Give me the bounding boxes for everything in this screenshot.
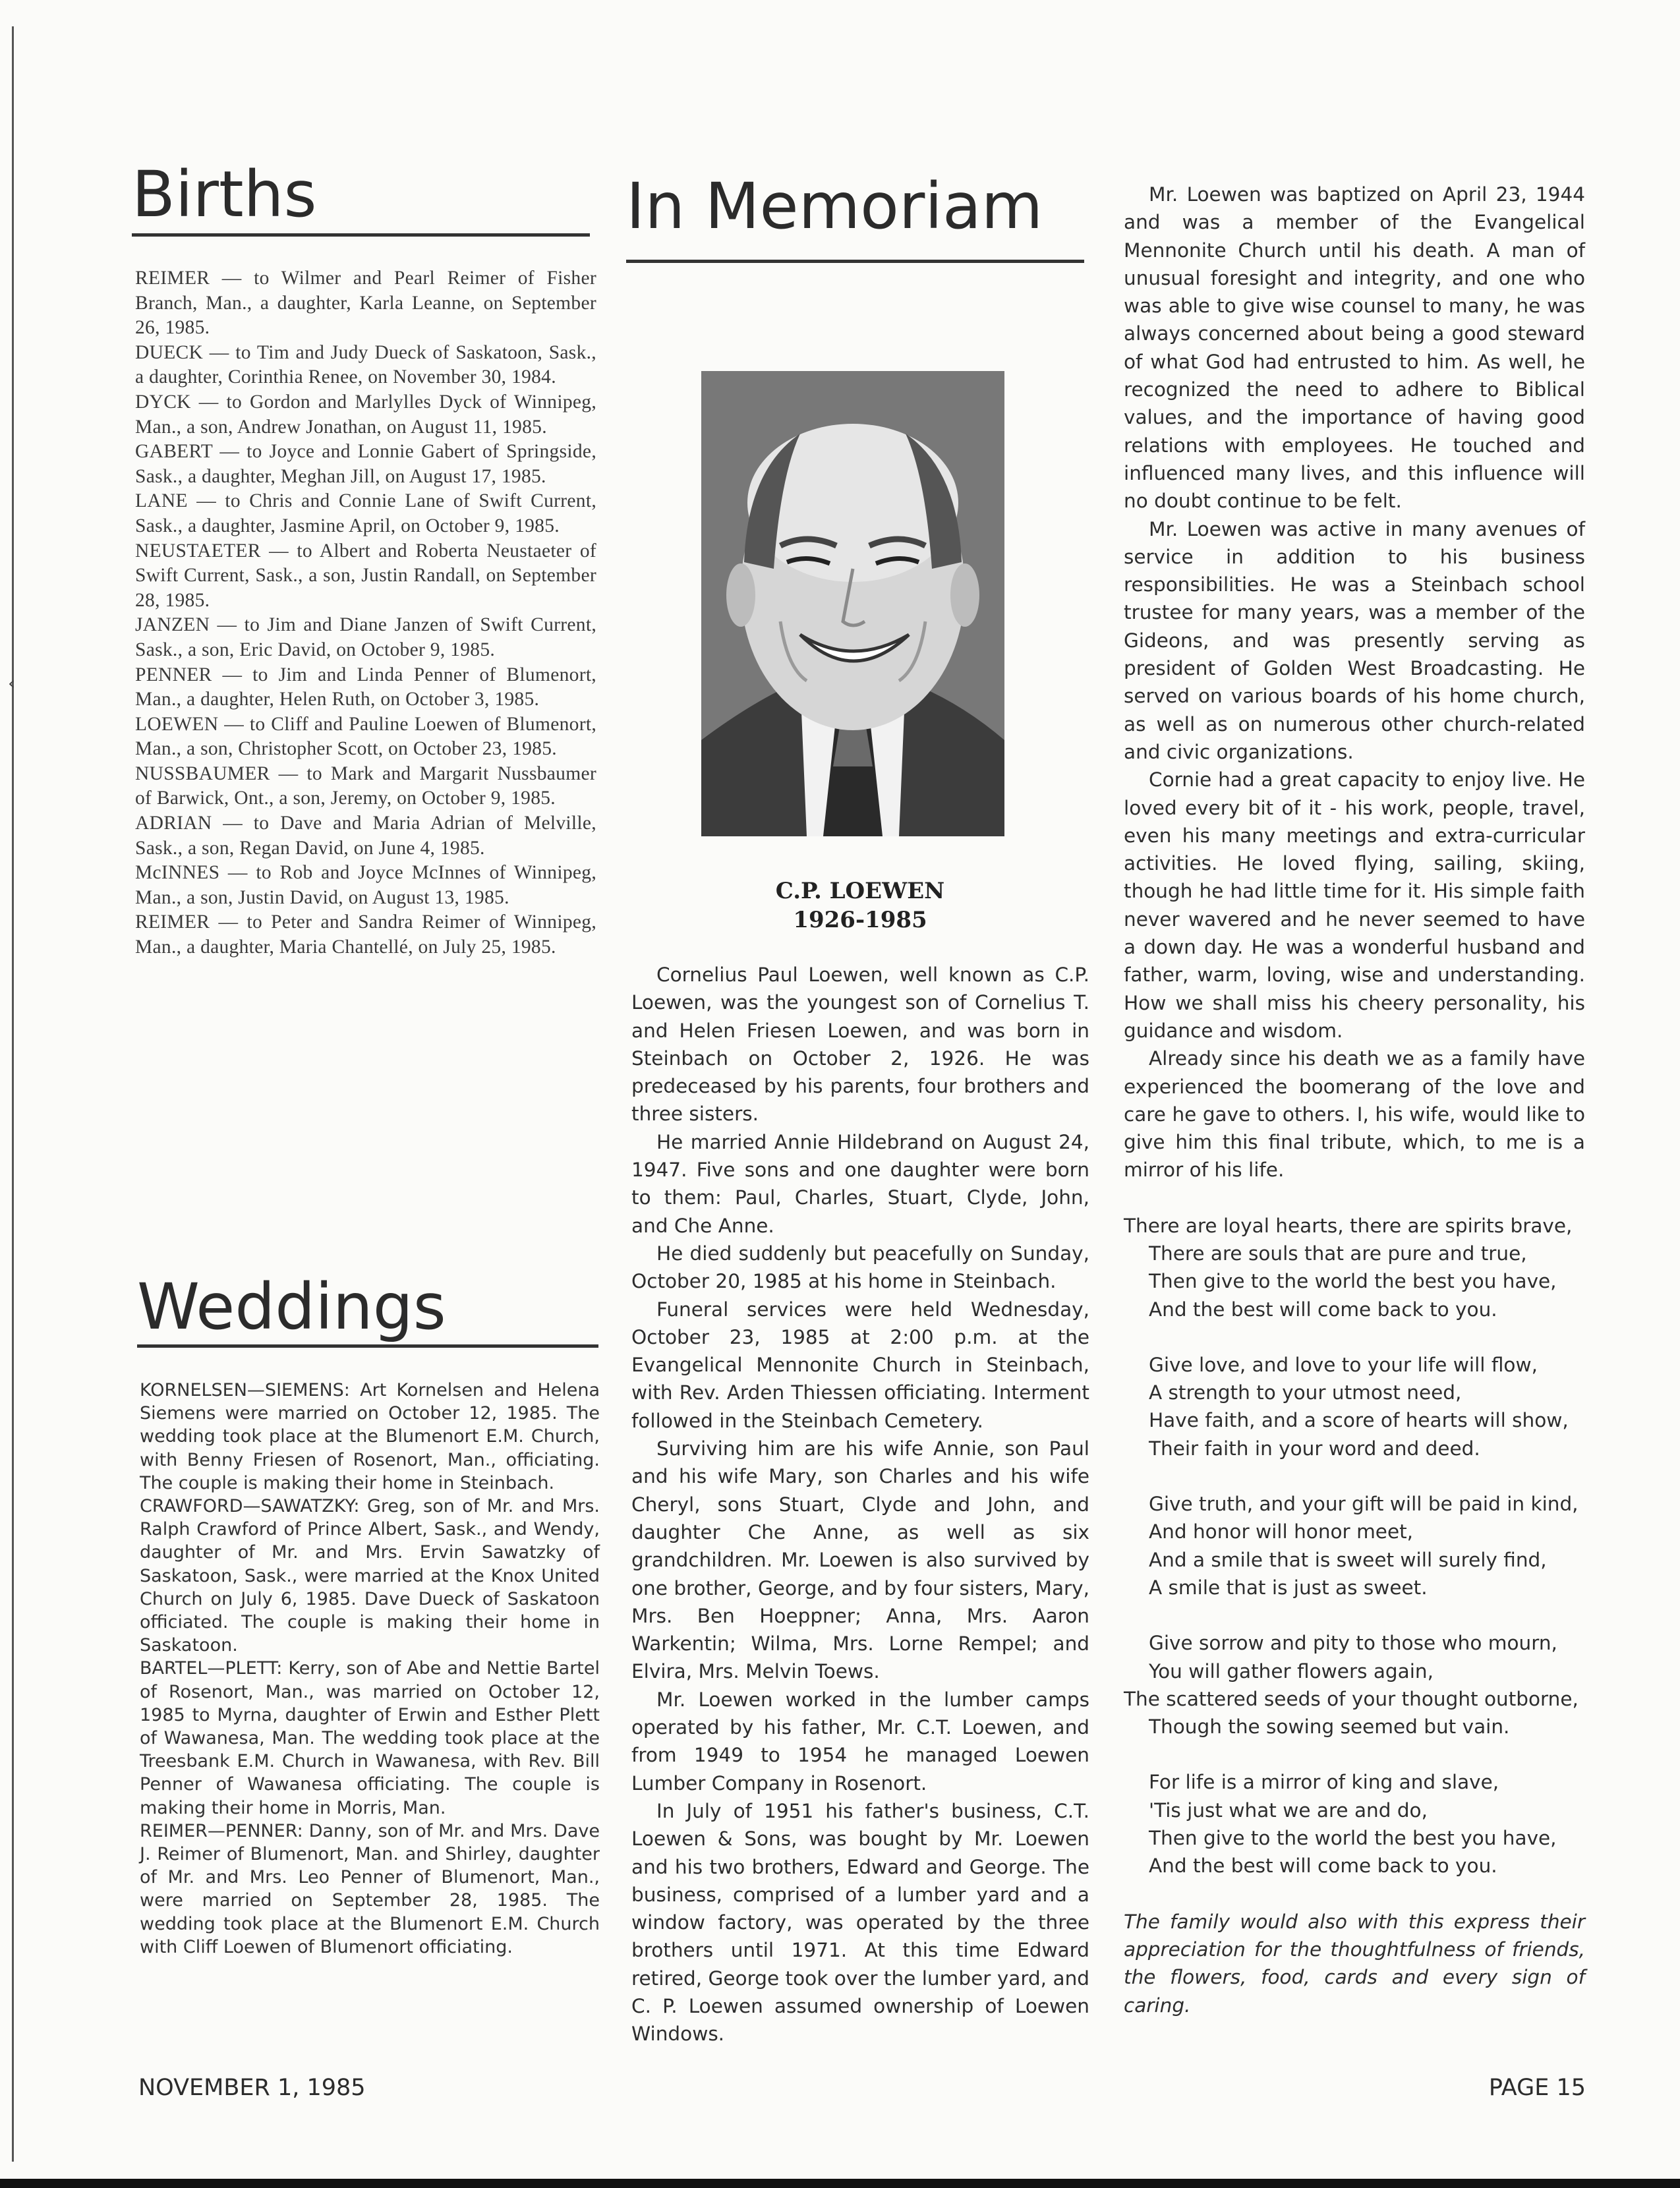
poem-line: Have faith, and a score of hearts will show, bbox=[1149, 1409, 1569, 1432]
page-number: PAGE 15 bbox=[1488, 2075, 1586, 2101]
obituary-paragraph: Cornelius Paul Loewen, well known as C.P. Loewen, was the youngest son of Cornelius T. and Helen Friesen Loewen, and was born in Steinbach on October 2, 1926. He was predeceased by his parents, four brothers and three sisters. bbox=[631, 964, 1089, 1126]
scan-edge bbox=[12, 26, 14, 2162]
poem-line: 'Tis just what we are and do, bbox=[1149, 1799, 1428, 1822]
poem-line: A strength to your utmost need, bbox=[1149, 1381, 1462, 1404]
birth-entry: McINNES — to Rob and Joyce McInnes of Winnipeg, Man., a son, Justin David, on August 13, 1985. bbox=[135, 862, 596, 908]
births-list bbox=[135, 266, 596, 960]
wedding-entry: KORNELSEN—SIEMENS: Art Kornelsen and Helena Siemens were married on October 12, 1985. The wedding took place at the Blumenort E.M. Church, with Benny Friesen of Rosenort, Man., officiating. The couple is making their home in Steinbach. bbox=[140, 1380, 600, 1493]
poem-line: You will gather flowers again, bbox=[1149, 1659, 1434, 1683]
family-closing-note: The family would also with this express their appreciation for the thoughtfulness of friends, the flowers, food, cards and every sign of caring. bbox=[1124, 1910, 1585, 2017]
memoriam-heading: In Memoriam bbox=[626, 169, 1043, 243]
birth-entry: LANE — to Chris and Connie Lane of Swift Current, Sask., a daughter, Jasmine April, on October 9, 1985. bbox=[135, 490, 596, 536]
poem-stanza bbox=[1124, 1212, 1585, 1323]
obituary-paragraph: Surviving him are his wife Annie, son Paul and his wife Mary, son Charles and his wife Cheryl, sons Stuart, Clyde and John, and daughter Che Anne, as well as six grandchildren. Mr. Loewen is also survived by one brother, George, and by four sisters, Mary, Mrs. Ben Hoeppner; Anna, Mrs. Aaron Warkentin; Wilma, Mrs. Lorne Rempel; and Elvira, Mrs. Melvin Toews. bbox=[631, 1437, 1089, 1683]
birth-entry: JANZEN — to Jim and Diane Janzen of Swift Current, Sask., a son, Eric David, on October 9, 1985. bbox=[135, 614, 596, 660]
poem-line: For life is a mirror of king and slave, bbox=[1149, 1771, 1499, 1794]
obituary-paragraph: He married Annie Hildebrand on August 24, 1947. Five sons and one daughter were born to them: Paul, Charles, Stuart, Clyde, John, and Che Anne. bbox=[631, 1130, 1089, 1237]
obituary-paragraph: He died suddenly but peacefully on Sunday, October 20, 1985 at his home in Steinbach. bbox=[631, 1242, 1089, 1293]
birth-entry: ADRIAN — to Dave and Maria Adrian of Melville, Sask., a son, Regan David, on June 4, 1985. bbox=[135, 813, 596, 859]
poem-stanza bbox=[1124, 1351, 1585, 1462]
poem-line: And honor will honor meet, bbox=[1149, 1520, 1414, 1543]
obituary-paragraph: In July of 1951 his father's business, C.T. Loewen & Sons, was bought by Mr. Loewen and his two brothers, Edward and George. The business, comprised of a lumber yard and a window factory, was operated by the three brothers until 1971. At this time Edward retired, George took over the lumber yard, and C. P. Loewen assumed ownership of Loewen Windows. bbox=[631, 1799, 1089, 2046]
obituary-paragraph: Already since his death we as a family have experienced the boomerang of the love and care he gave to others. I, his wife, would like to give him this final tribute, which, to me is a mirror of his life. bbox=[1124, 1047, 1585, 1182]
birth-entry: REIMER — to Wilmer and Pearl Reimer of Fisher Branch, Man., a daughter, Karla Leanne, on September 26, 1985. bbox=[135, 268, 596, 339]
wedding-entry: CRAWFORD—SAWATZKY: Greg, son of Mr. and Mrs. Ralph Crawford of Prince Albert, Sask., and Wendy, daughter of Mr. and Mrs. Ervin Sawatzky of Saskatoon, Sask., were married at the Knox United Church on July 6, 1985. Dave Dueck of Saskatoon officiated. The couple is making their home in Saskatoon. bbox=[140, 1496, 600, 1656]
poem-line: Give love, and love to your life will flow, bbox=[1149, 1353, 1538, 1376]
poem-line: Their faith in your word and deed. bbox=[1149, 1437, 1480, 1460]
poem-line: Give sorrow and pity to those who mourn, bbox=[1149, 1632, 1557, 1655]
memoriam-caption bbox=[659, 877, 1061, 935]
obituary-paragraph: Funeral services were held Wednesday, October 23, 1985 at 2:00 p.m. at the Evangelical Mennonite Church in Steinbach, with Rev. Arden Thiessen officiating. Interment followed in the Steinbach Cemetery. bbox=[631, 1298, 1089, 1432]
poem-line: Then give to the world the best you have, bbox=[1149, 1270, 1557, 1293]
poem-line: And the best will come back to you. bbox=[1149, 1298, 1497, 1321]
birth-entry: REIMER — to Peter and Sandra Reimer of Winnipeg, Man., a daughter, Maria Chantellé, on July 25, 1985. bbox=[135, 911, 596, 958]
birth-entry: LOEWEN — to Cliff and Pauline Loewen of Blumenort, Man., a son, Christopher Scott, on October 23, 1985. bbox=[135, 713, 596, 760]
scan-mark: ‹ bbox=[8, 672, 16, 694]
obituary-paragraph: Mr. Loewen was baptized on April 23, 1944 and was a member of the Evangelical Mennonite Church until his death. A man of unusual foresight and integrity, and one who was able to give wise counsel to many, he was always concerned about being a good steward of what God had entrusted to him. As well, he recognized the need to adhere to Biblical values, and the importance of having good relations with employees. He touched and influenced many lives, and this influence will no doubt continue to be felt. bbox=[1124, 183, 1585, 513]
birth-entry: GABERT — to Joyce and Lonnie Gabert of Springside, Sask., a daughter, Meghan Jill, on August 17, 1985. bbox=[135, 441, 596, 487]
poem-line: Give truth, and your gift will be paid in kind, bbox=[1149, 1493, 1579, 1516]
memoriam-rule bbox=[626, 260, 1084, 263]
poem-line: The scattered seeds of your thought outborne, bbox=[1124, 1687, 1579, 1710]
obituary-paragraph: Mr. Loewen worked in the lumber camps operated by his father, Mr. C.T. Loewen, and from 1949 to 1954 he managed Loewen Lumber Company in Rosenort. bbox=[631, 1688, 1089, 1795]
wedding-entry: BARTEL—PLETT: Kerry, son of Abe and Nettie Bartel of Rosenort, Man., was married on October 12, 1985 to Myrna, daughter of Erwin and Esther Plett of Wawanesa, Man. The wedding took place at the Treesbank E.M. Church in Wawanesa, with Rev. Bill Penner of Wawanesa officiating. The couple is making their home in Morris, Man. bbox=[140, 1658, 600, 1818]
birth-entry: PENNER — to Jim and Linda Penner of Blumenort, Man., a daughter, Helen Ruth, on October 3, 1985. bbox=[135, 664, 596, 710]
births-rule bbox=[132, 233, 590, 237]
tribute-poem bbox=[1124, 1212, 1585, 1880]
poem-stanza bbox=[1124, 1629, 1585, 1741]
obituary-paragraph: Mr. Loewen was active in many avenues of service in addition to his business responsibilities. He was a Steinbach school trustee for many years, was a member of the Gideons, and was presently serving as president of Golden West Broadcasting. He served on various boards of his home church, as well as on numerous other church-related and civic organizations. bbox=[1124, 517, 1585, 763]
poem-stanza bbox=[1124, 1490, 1585, 1601]
poem-line: And a smile that is sweet will surely find, bbox=[1149, 1548, 1547, 1571]
weddings-list bbox=[140, 1379, 600, 1959]
poem-line: And the best will come back to you. bbox=[1149, 1855, 1497, 1878]
birth-entry: DUECK — to Tim and Judy Dueck of Saskatoon, Sask., a daughter, Corinthia Renee, on November 30, 1984. bbox=[135, 341, 596, 388]
poem-line: A smile that is just as sweet. bbox=[1149, 1576, 1428, 1599]
poem-stanza bbox=[1124, 1768, 1585, 1880]
memoriam-right-column bbox=[1124, 181, 1585, 2019]
issue-date: NOVEMBER 1, 1985 bbox=[138, 2075, 366, 2101]
birth-entry: DYCK — to Gordon and Marlylles Dyck of Winnipeg, Man., a son, Andrew Jonathan, on August 11, 1985. bbox=[135, 391, 596, 438]
poem-line: There are souls that are pure and true, bbox=[1149, 1242, 1527, 1265]
scan-border bbox=[0, 2179, 1680, 2188]
birth-entry: NUSSBAUMER — to Mark and Margarit Nussbaumer of Barwick, Ont., a son, Jeremy, on October 9, 1985. bbox=[135, 763, 596, 809]
birth-entry: NEUSTAETER — to Albert and Roberta Neustaeter of Swift Current, Sask., a son, Justin Randall, on September 28, 1985. bbox=[135, 540, 596, 611]
portrait-photo bbox=[701, 371, 1004, 836]
obituary-paragraph: Cornie had a great capacity to enjoy live. He loved every bit of it - his work, people, travel, even his many meetings and extra-curricular activities. He loved flying, sailing, skiing, though he had little time for it. His simple faith never wavered and he never seemed to have a down day. He was a wonderful husband and father, warm, loving, wise and understanding. How we shall miss his cheery personality, his guidance and wisdom. bbox=[1124, 768, 1585, 1042]
weddings-rule bbox=[137, 1344, 598, 1348]
poem-line: Then give to the world the best you have, bbox=[1149, 1827, 1557, 1850]
memoriam-name: C.P. LOEWEN bbox=[775, 878, 945, 904]
poem-line: There are loyal hearts, there are spirits brave, bbox=[1124, 1214, 1573, 1237]
weddings-heading: Weddings bbox=[137, 1270, 446, 1344]
memoriam-middle-column bbox=[631, 961, 1089, 2048]
births-heading: Births bbox=[132, 158, 317, 231]
poem-line: Though the sowing seemed but vain. bbox=[1149, 1715, 1510, 1739]
wedding-entry: REIMER—PENNER: Danny, son of Mr. and Mrs. Dave J. Reimer of Blumenort, Man. and Shirley, daughter of Mr. and Mrs. Leo Penner of Blumenort, Man., were married on September 28, 1985. The wedding took place at the Blumenort E.M. Church with Cliff Loewen of Blumenort officiating. bbox=[140, 1820, 600, 1957]
memoriam-years: 1926-1985 bbox=[793, 907, 927, 933]
